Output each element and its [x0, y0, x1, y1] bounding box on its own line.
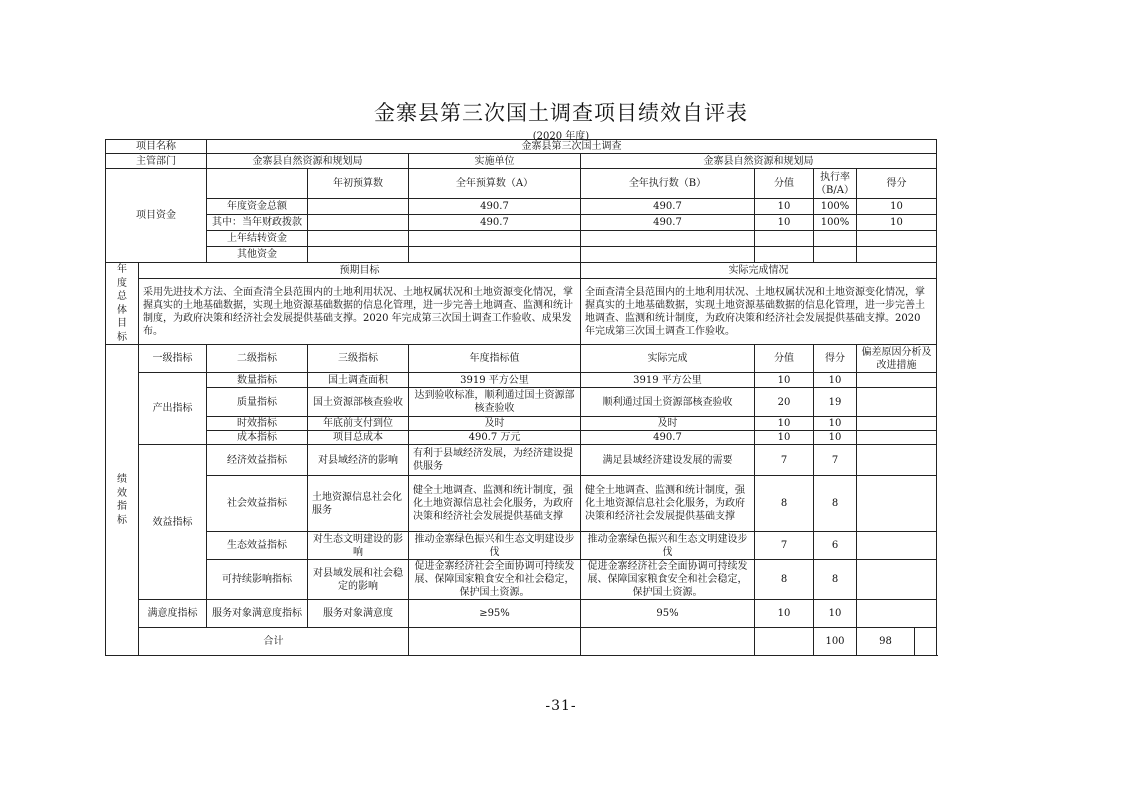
perf-l3: 年底前支付到位: [308, 417, 409, 431]
funds-row: [106, 231, 937, 247]
perf-note: [857, 532, 937, 560]
total-note: [915, 628, 937, 656]
perf-target: ≥95%: [409, 600, 581, 628]
funds-row-got: [857, 247, 937, 263]
perf-row: [106, 600, 937, 628]
impl-label: 实施单位: [409, 154, 581, 169]
funds-row-got: 10: [857, 215, 937, 231]
performance-table: [105, 139, 937, 656]
funds-row-name: 其他资金: [207, 247, 308, 263]
total-row: [106, 628, 937, 656]
funds-row-initial: [308, 231, 409, 247]
perf-score: 10: [755, 373, 814, 388]
perf-header-l1: 一级指标: [139, 345, 207, 373]
perf-actual: 满足县域经济建设发展的需要: [581, 445, 755, 476]
goals-expected-text: 采用先进技术方法、全面查清全县范围内的土地利用状况、土地权属状况和土地资源变化情况，掌握真实的土地基础数据，实现土地资源基础数据的信息化管理，进一步完善土地调查、监测和统计制度，为政府决策和经济社会发展提供基础支撑。2020 年完成第三次国土调查工作验收、成果发布。: [139, 279, 581, 345]
perf-row: [106, 532, 937, 560]
perf-got: 10: [814, 431, 857, 445]
project-name-label: 项目名称: [106, 140, 207, 154]
perf-note: [857, 417, 937, 431]
funds-row-score: 10: [755, 199, 814, 215]
perf-l3: 国土资源部核查验收: [308, 388, 409, 417]
perf-got: 10: [814, 373, 857, 388]
perf-row: [106, 445, 937, 476]
perf-actual: 促进金寨经济社会全面协调可持续发展、保障国家粮食安全和社会稳定，保护国土资源。: [581, 560, 755, 600]
funds-row-name: 年度资金总额: [207, 199, 308, 215]
funds-row-annual: 490.7: [409, 215, 581, 231]
perf-actual: 推动金寨绿色振兴和生态文明建设步伐: [581, 532, 755, 560]
perf-l2: 服务对象满意度指标: [207, 600, 308, 628]
perf-got: 10: [814, 600, 857, 628]
goals-actual-header: 实际完成情况: [581, 263, 937, 279]
perf-row: [106, 431, 937, 445]
funds-header-rate: 执行率（B/A）: [814, 169, 857, 199]
funds-row: [106, 247, 937, 263]
funds-header-row: [106, 169, 937, 199]
page-subtitle: (2020 年度): [532, 131, 590, 142]
funds-row-rate: 100%: [814, 215, 857, 231]
funds-row-got: [857, 231, 937, 247]
perf-l3: 项目总成本: [308, 431, 409, 445]
funds-header-annual: 全年预算数（A）: [409, 169, 581, 199]
project-name-value: 金寨县第三次国土调查: [207, 140, 937, 154]
funds-header-score: 分值: [755, 169, 814, 199]
perf-score: 10: [755, 600, 814, 628]
perf-header-target: 年度指标值: [409, 345, 581, 373]
dept-value: 金寨县自然资源和规划局: [207, 154, 409, 169]
perf-l2: 可持续影响指标: [207, 560, 308, 600]
perf-target: 推动金寨绿色振兴和生态文明建设步伐: [409, 532, 581, 560]
perf-target: 有利于县域经济发展，为经济建设提供服务: [409, 445, 581, 476]
funds-row-exec: 490.7: [581, 215, 755, 231]
perf-note: [857, 560, 937, 600]
total-blank-3: [755, 628, 814, 656]
goals-actual-text: 全面查清全县范围内的土地利用状况、土地权属状况和土地资源变化情况，掌握真实的土地基础数据，实现土地资源基础数据的信息化管理，进一步完善土地调查、监测和统计制度，为政府决策和经济社会发展提供基础支撑。2020 年完成第三次国土调查工作验收。: [581, 279, 937, 345]
perf-actual: 95%: [581, 600, 755, 628]
perf-score: 10: [755, 431, 814, 445]
perf-l2: 经济效益指标: [207, 445, 308, 476]
satisfaction-indicator-label: 满意度指标: [139, 600, 207, 628]
perf-actual: 3919 平方公里: [581, 373, 755, 388]
perf-got: 10: [814, 417, 857, 431]
perf-target: 达到验收标准，顺利通过国土资源部核查验收: [409, 388, 581, 417]
perf-l3: 对县域经济的影响: [308, 445, 409, 476]
funds-row-annual: 490.7: [409, 199, 581, 215]
goals-label: [106, 263, 139, 345]
perf-score: 20: [755, 388, 814, 417]
funds-blank-header: [207, 169, 308, 199]
perf-l2: 社会效益指标: [207, 476, 308, 532]
funds-row-rate: 100%: [814, 199, 857, 215]
perf-got: 8: [814, 476, 857, 532]
perf-l3: 土地资源信息社会化服务: [308, 476, 409, 532]
perf-note: [857, 431, 937, 445]
output-indicator-label: 产出指标: [139, 373, 207, 445]
perf-header-note: 偏差原因分析及改进措施: [857, 345, 937, 373]
page-number: -31-: [545, 698, 577, 714]
perf-row: [106, 417, 937, 431]
perf-header-actual: 实际完成: [581, 345, 755, 373]
funds-row: [106, 215, 937, 231]
perf-row: [106, 373, 937, 388]
funds-row-annual: [409, 247, 581, 263]
perf-note: [857, 445, 937, 476]
perf-header-score: 分值: [755, 345, 814, 373]
funds-row: [106, 199, 937, 215]
perf-target: 健全土地调查、监测和统计制度，强化土地资源信息社会化服务，为政府决策和经济社会发展提供基础支撑: [409, 476, 581, 532]
goals-label-text: 年度总体目标: [117, 264, 127, 343]
perf-header-row: [106, 345, 937, 373]
perf-got: 7: [814, 445, 857, 476]
funds-header-exec: 全年执行数（B）: [581, 169, 755, 199]
total-blank-2: [581, 628, 755, 656]
funds-row-score: 10: [755, 215, 814, 231]
perf-note: [857, 388, 937, 417]
perf-actual: 及时: [581, 417, 755, 431]
perf-got: 8: [814, 560, 857, 600]
perf-label-text: 绩效指标: [117, 474, 127, 526]
funds-row-score: [755, 231, 814, 247]
perf-l3: 服务对象满意度: [308, 600, 409, 628]
perf-label: [106, 345, 139, 656]
funds-row-got: 10: [857, 199, 937, 215]
perf-got: 6: [814, 532, 857, 560]
perf-row: [106, 476, 937, 532]
funds-row-initial: [308, 247, 409, 263]
funds-row-initial: [308, 199, 409, 215]
dept-label: 主管部门: [106, 154, 207, 169]
perf-header-l3: 三级指标: [308, 345, 409, 373]
funds-row-name: 其中：当年财政拨款: [207, 215, 308, 231]
perf-score: 10: [755, 417, 814, 431]
perf-actual: 490.7: [581, 431, 755, 445]
perf-l2: 生态效益指标: [207, 532, 308, 560]
perf-l2: 时效指标: [207, 417, 308, 431]
funds-row-annual: [409, 231, 581, 247]
perf-score: 8: [755, 476, 814, 532]
funds-header-got: 得分: [857, 169, 937, 199]
perf-l2: 数量指标: [207, 373, 308, 388]
funds-row-exec: 490.7: [581, 199, 755, 215]
perf-target: 490.7 万元: [409, 431, 581, 445]
dept-row: [106, 154, 937, 169]
perf-score: 8: [755, 560, 814, 600]
perf-l3: 对生态文明建设的影响: [308, 532, 409, 560]
funds-row-exec: [581, 231, 755, 247]
perf-l2: 质量指标: [207, 388, 308, 417]
perf-score: 7: [755, 532, 814, 560]
funds-row-rate: [814, 231, 857, 247]
perf-row: [106, 388, 937, 417]
total-blank-1: [409, 628, 581, 656]
perf-actual: 顺利通过国土资源部核查验收: [581, 388, 755, 417]
perf-note: [857, 373, 937, 388]
goals-content-row: [106, 279, 937, 345]
perf-score: 7: [755, 445, 814, 476]
funds-row-exec: [581, 247, 755, 263]
funds-row-score: [755, 247, 814, 263]
perf-l3: 国土调查面积: [308, 373, 409, 388]
impl-value: 金寨县自然资源和规划局: [581, 154, 937, 169]
goals-expected-header: 预期目标: [139, 263, 581, 279]
perf-target: 及时: [409, 417, 581, 431]
perf-l3: 对县域发展和社会稳定的影响: [308, 560, 409, 600]
page-title: 金寨县第三次国土调查项目绩效自评表: [374, 101, 748, 125]
funds-row-initial: [308, 215, 409, 231]
goals-header-row: [106, 263, 937, 279]
benefit-indicator-label: 效益指标: [139, 445, 207, 600]
perf-header-got: 得分: [814, 345, 857, 373]
perf-note: [857, 476, 937, 532]
funds-row-name: 上年结转资金: [207, 231, 308, 247]
perf-target: 促进金寨经济社会全面协调可持续发展、保障国家粮食安全和社会稳定，保护国土资源。: [409, 560, 581, 600]
total-got: 98: [857, 628, 915, 656]
perf-got: 19: [814, 388, 857, 417]
project-name-row: [106, 140, 937, 154]
funds-header-initial: 年初预算数: [308, 169, 409, 199]
total-label: 合计: [139, 628, 409, 656]
perf-actual: 健全土地调查、监测和统计制度，强化土地资源信息社会化服务，为政府决策和经济社会发展提供基础支撑: [581, 476, 755, 532]
perf-row: [106, 560, 937, 600]
perf-l2: 成本指标: [207, 431, 308, 445]
funds-row-rate: [814, 247, 857, 263]
funds-label: 项目资金: [106, 169, 207, 263]
perf-note: [857, 600, 937, 628]
perf-header-l2: 二级指标: [207, 345, 308, 373]
total-score: 100: [814, 628, 857, 656]
perf-target: 3919 平方公里: [409, 373, 581, 388]
